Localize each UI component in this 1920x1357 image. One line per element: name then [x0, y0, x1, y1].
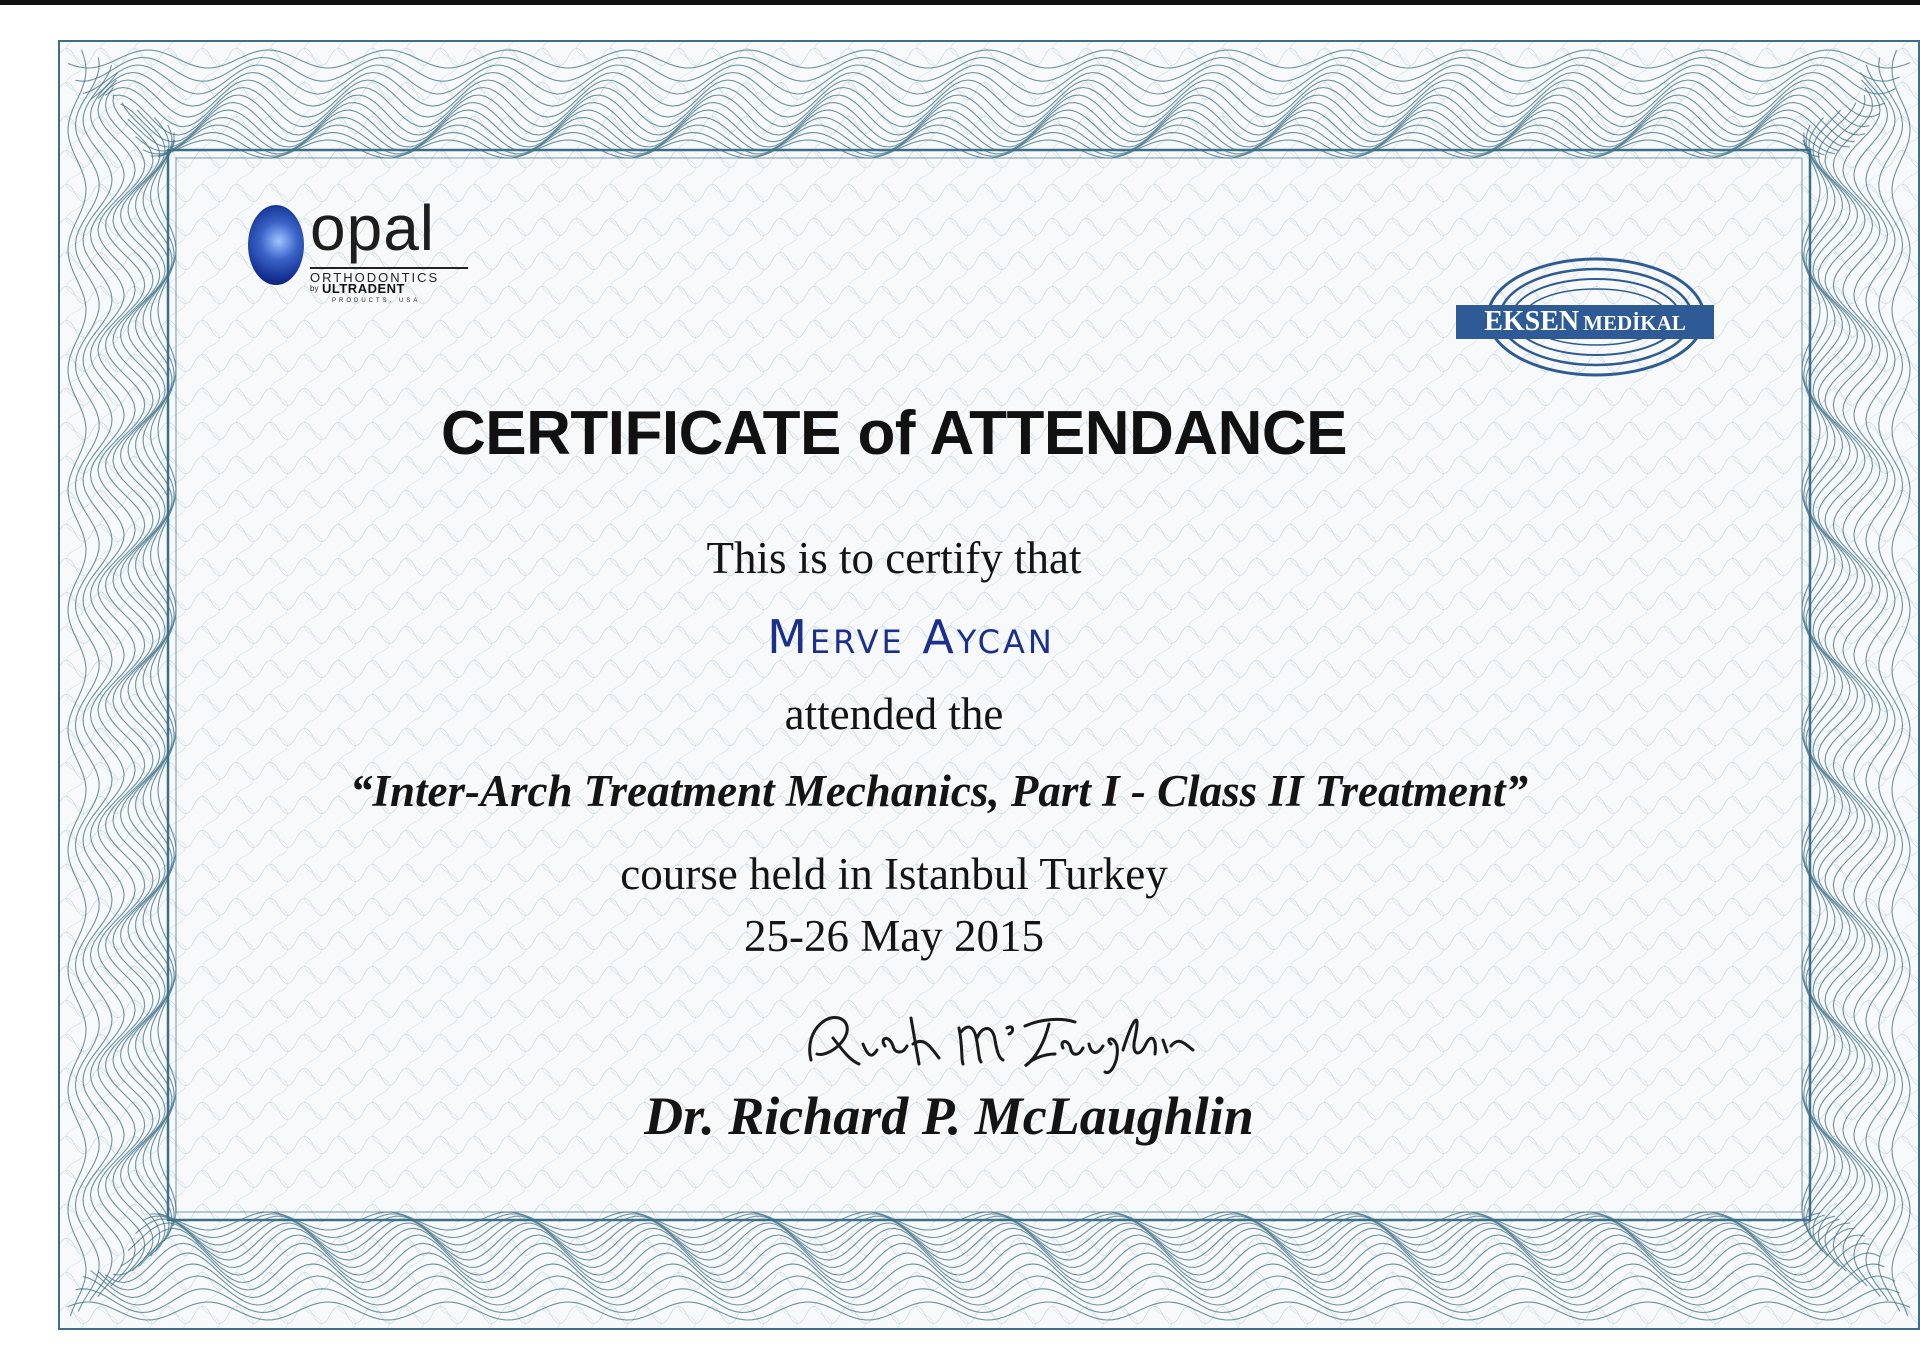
- opal-rule: [310, 267, 468, 269]
- opal-by-text: by: [310, 284, 319, 293]
- course-title: “Inter-Arch Treatment Mechanics, Part I - Class II Treatment”: [350, 766, 1528, 816]
- scan-edge-line: [0, 0, 1920, 5]
- course-dates: 25-26 May 2015: [744, 911, 1044, 961]
- certify-line: This is to certify that: [706, 533, 1082, 583]
- opal-circle-icon: [248, 205, 304, 285]
- opal-orthodontics-text: ORTHODONTICS: [310, 270, 440, 285]
- opal-ultradent-text: ULTRADENT: [322, 281, 405, 296]
- attended-line: attended the: [784, 689, 1004, 739]
- opal-logo: [248, 192, 508, 315]
- certificate-title: CERTIFICATE of ATTENDANCE: [441, 399, 1347, 468]
- location-line: course held in Istanbul Turkey: [620, 849, 1168, 899]
- eksen-label-box: [1456, 305, 1714, 339]
- attendee-name: Merve Aycan: [767, 610, 1055, 664]
- signature-image: [793, 988, 1213, 1088]
- opal-wordmark: opal: [310, 192, 435, 264]
- certificate: [58, 40, 1920, 1330]
- medikal-word: MEDİKAL: [1583, 311, 1686, 335]
- opal-products-text: PRODUCTS, USA: [332, 298, 421, 304]
- certificate-content: [58, 40, 1920, 1330]
- eksen-medikal-logo: [1456, 245, 1716, 395]
- eksen-word: EKSEN: [1484, 306, 1580, 337]
- signer-name: Dr. Richard P. McLaughlin: [644, 1086, 1254, 1146]
